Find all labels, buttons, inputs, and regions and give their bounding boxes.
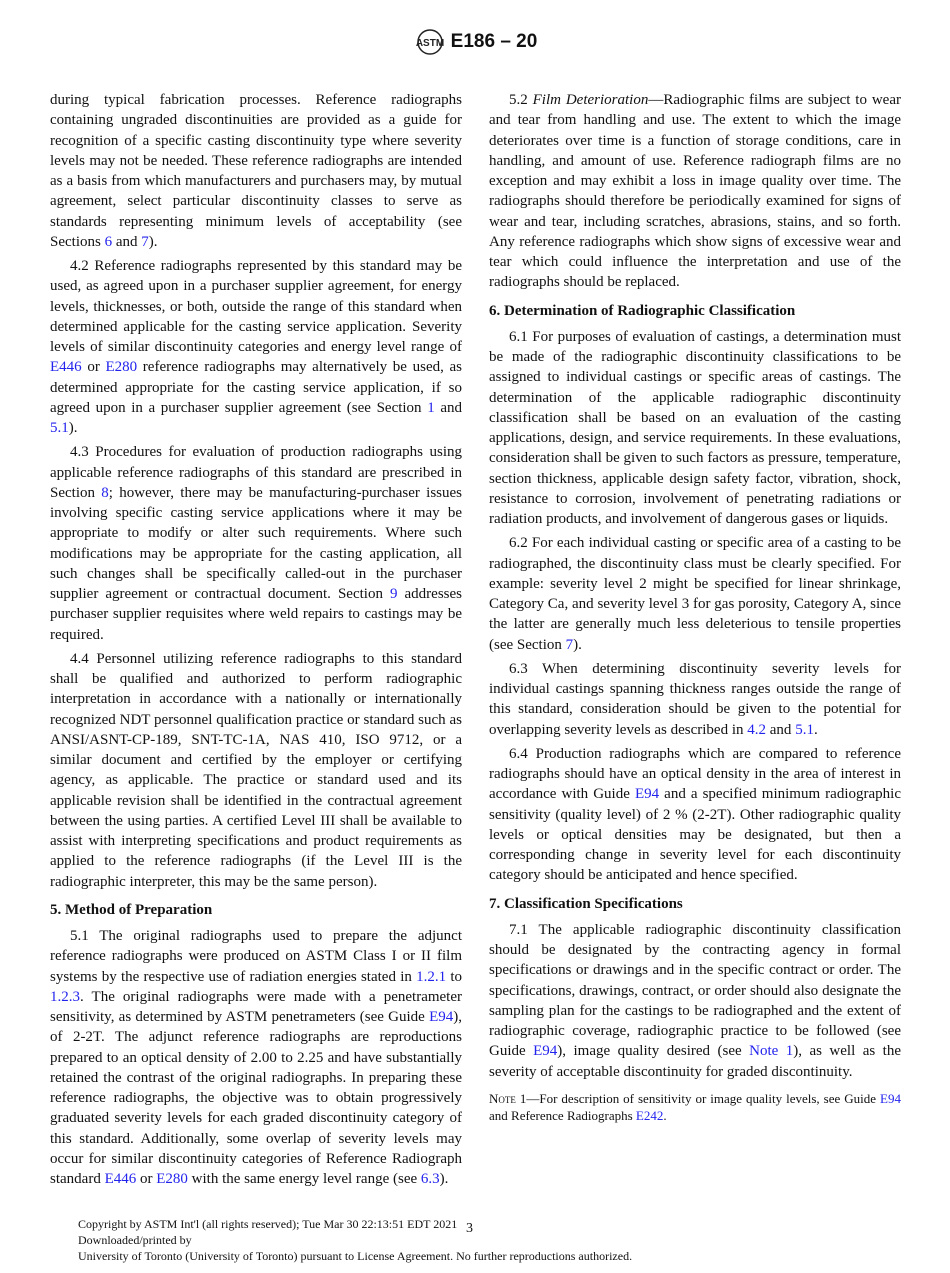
text-span: or [136,1171,157,1187]
cross-reference-link[interactable]: E94 [429,1009,454,1025]
section-heading [50,900,462,920]
text-span: with the same energy level range (see [187,1171,421,1187]
text-span: 7.1 The applicable radiographic discontinuity classification should be designated by the contracting agency in formal specifications or drawings and in the specific contract or order. The specifications, drawings, contract, or order should also designate the sampling plan for the castings to be radiographed and the extent of radiographic coverage, radiographic practice to be followed (see Guide [489,921,901,1060]
text-span: 6.1 For purposes of evaluation of castings, a determination must be made of the radiographic discontinuity classifications to be assigned to individual castings or specific areas of castings. The determination of the applicable radiographic discontinuity classification shall be based on an evaluation of the casting applications, design, and service requirements. In these evaluations, consideration shall be given to such factors as pressure, temperature, section thickness, applicable design safety factor, vibration, shock, resistance to corrosion, involvement of penetrating radiations or radiation products, and involvement of dangerous gases or liquids. [489,328,901,527]
footer-license-line: University of Toronto (University of Toronto) pursuant to License Agreement. No further reproductions authorized. [78,1249,633,1263]
text-span: ), as well as the severity of acceptable discontinuity for graded discontinuity. [489,1043,901,1080]
text-span: 6.2 For each individual casting or specific area of a casting to be radiographed, the discontinuity class must be clearly specified. For example: severity level 2 might be specified for linear shrinkage, Category Ca, and severity level 3 for gas porosity, Category A, since the latter are generally much less deleterious to tensile properties (see Section [489,535,901,653]
cross-reference-link[interactable]: 5.1 [50,420,69,436]
cross-reference-link[interactable]: E280 [105,359,138,376]
text-span: and [766,721,796,738]
paragraph [50,442,462,645]
cross-reference-link[interactable]: 8 [101,484,109,501]
text-span: . [663,1107,667,1123]
paragraph [489,90,901,293]
text-span: and [112,233,142,250]
text-span: Film Deterioration [532,92,649,108]
text-span: . The original radiographs were made with a penetrameter sensitivity, as determined by ASTM penetrameters (see Guide [50,988,462,1025]
text-span: 7. Classification Specifications [489,895,683,912]
cross-reference-link[interactable]: 6.3 [420,1171,440,1187]
paragraph [489,744,901,886]
cross-reference-link[interactable]: E94 [880,1090,901,1106]
text-span: 6.4 Production radiographs which are compared to reference radiographs should have an optical density in the area of interest in accordance with Guide [489,745,901,803]
text-span: during typical fabrication processes. Reference radiographs containing ungraded discontinuities are provided as a guide for recognition of a specific casting discontinuity type where severity levels may not be needed. These reference radiographs are intended as a basis from which manufacturers and purchasers may, by mutual agreement, select particular discontinuity classes to serve as standards representing minimum levels of acceptability (see Sections [50,92,462,250]
text-span: —For description of sensitivity or image quality levels, see Guide [526,1090,881,1106]
cross-reference-link[interactable]: 9 [389,586,398,602]
paragraph [50,649,462,892]
copyright-footer [78,1216,632,1264]
text-span: 5.2 [509,92,533,108]
left-column [50,90,462,1193]
page-header [0,28,950,56]
text-span: Note 1 [489,1090,527,1106]
astm-logo-icon [413,28,447,56]
text-span: 6. Determination of Radiographic Classification [489,302,796,319]
cross-reference-link[interactable]: Note 1 [749,1043,794,1060]
note-paragraph [489,1090,901,1124]
text-span: 4.4 Personnel utilizing reference radiographs to this standard shall be qualified and authorized to perform radiographic interpretation in accordance with a nationally or internationally recognized NDT personnel qualification practice or standard such as ANSI/ASNT-CP-189, SNT-TC-1A, NAS 410, ISO 9712, or a similar document and certified by the employer or certifying agency, as applicable. The practice or standard used and its applicable revision shall be identified in the contractual agreement between the using parties. A certified Level III shall be available to assist with interpreting specifications and product requirements as applied to the reference radiographs (if the Level III is the radiographic interpreter, this may be the same person). [50,650,462,890]
page-number: 3 [466,1221,473,1236]
text-span: 4.3 Procedures for evaluation of production radiographs using applicable reference radiographs of this standard are prescribed in Section [50,444,462,501]
cross-reference-link[interactable]: 1 [427,399,435,416]
cross-reference-link[interactable]: E280 [156,1171,188,1187]
text-span: ). [68,420,78,436]
cross-reference-link[interactable]: 6 [104,233,113,250]
standard-designation: E186 – 20 [450,31,538,52]
paragraph [489,327,901,530]
cross-reference-link[interactable]: E242 [635,1107,664,1123]
text-span: 4.2 Reference radiographs represented by this standard may be used, as agreed upon in a purchaser supplier agreement, for energy levels, thicknesses, or both, outside the range of this standard when determined applicable for the casting service application. Severity levels of similar discontinuity categories and energy level range of [50,258,462,355]
cross-reference-link[interactable]: 1.2.3 [50,988,80,1005]
text-span: ), image quality desired (see [557,1043,750,1060]
paragraph [489,659,901,740]
text-span: . [813,721,818,738]
paragraph [50,256,462,438]
text-span: or [81,359,106,376]
cross-reference-link[interactable]: 7 [565,636,574,653]
cross-reference-link[interactable]: 5.1 [795,721,814,738]
right-column [489,90,901,1128]
text-span: 6.3 When determining discontinuity severity levels for individual castings spanning thickness ranges outside the range of this standard, consideration should be given to the potential for overlapping severity levels as described in [489,660,901,738]
cross-reference-link[interactable]: E446 [104,1171,137,1187]
paragraph [489,533,901,655]
text-span: reference radiographs may alternatively be used, as determined appropriate for the casting service application, if so agreed upon in a purchaser supplier agreement (see Section [50,359,462,416]
cross-reference-link[interactable]: 4.2 [747,721,767,738]
footer-copyright-line: Copyright by ASTM Int'l (all rights reserved); Tue Mar 30 22:13:51 EDT 2021 [78,1217,458,1231]
cross-reference-link[interactable]: 1.2.1 [416,968,447,985]
paragraph [50,926,462,1189]
cross-reference-link[interactable]: E94 [634,786,660,803]
cross-reference-link[interactable]: 7 [141,233,149,250]
cross-reference-link[interactable]: E94 [533,1043,558,1060]
text-span: 5.1 The original radiographs used to prepare the adjunct reference radiographs were produced on ASTM Class I or II film systems by the respective use of radiation energies stated in [50,928,462,985]
svg-text:ASTM: ASTM [415,38,444,49]
cross-reference-link[interactable]: E446 [50,359,82,376]
section-heading [489,894,901,914]
section-heading [489,301,901,321]
text-span: —Radiographic films are subject to wear and tear from handling and use. The extent to which the image deteriorates over time is a function of storage conditions, care in handling, and amount of use. Reference radiograph films are no exception and may exhibit a loss in image quality over time. The radiographs should therefore be periodically examined for signs of wear and tear, including scratches, abrasions, stains, and so forth. Any reference radiographs which show signs of excessive wear and tear which could influence the interpretation and use of the radiographs should be replaced. [489,92,901,291]
footer-downloaded-line: Downloaded/printed by [78,1233,192,1247]
text-span: addresses purchaser supplier requisites where weld repairs to castings may be required. [50,586,462,643]
paragraph [50,90,462,252]
text-span: and Reference Radiographs [489,1107,636,1123]
paragraph [489,920,901,1082]
text-span: and [434,399,462,416]
text-span: ). [573,636,582,653]
text-span: ). [148,233,158,250]
text-span: ), of 2-2T. The adjunct reference radiographs are reproductions prepared to an optical density of 2.00 to 2.25 and have substantially retained the contrast of the original radiographs. In preparing these reference radiographs, the objective was to obtain progressively graduated severity levels for each graded discontinuity category of this standard. Additionally, some overlap of severity levels may occur for similar discontinuity categories of Reference Radiograph standard [50,1009,462,1187]
text-span: 5. Method of Preparation [50,901,213,918]
text-span: ). [439,1171,449,1187]
text-span: and a specified minimum radiographic sensitivity (quality level) of 2 % (2-2T). Other radiographic quality levels or optical densities may be designated, but then a corresponding change in severity level for each discontinuity category should be anticipated and hence specified. [489,786,901,884]
text-span: to [446,968,462,985]
text-span: ; however, there may be manufacturing-purchaser issues involving specific casting service applications where it may be appropriate to modify or alter such requirements. Where such modifications may be appropriate for the casting application, all such changes shall be specifically called-out in the purchaser supplier agreement or contractual document. Section [50,484,462,602]
